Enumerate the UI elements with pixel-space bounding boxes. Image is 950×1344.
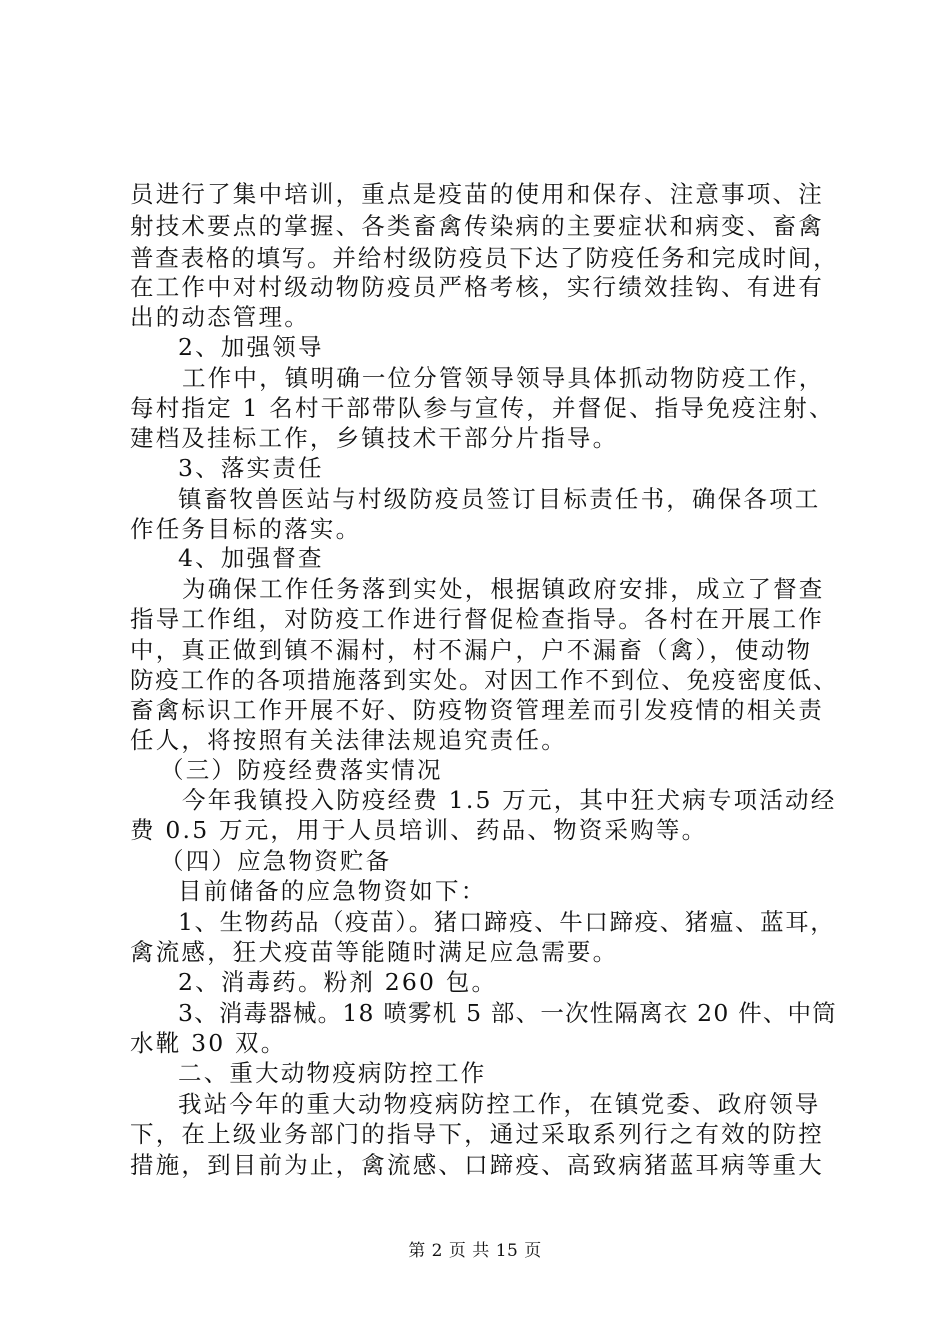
section-heading: 二、重大动物疫病防控工作 <box>178 1059 487 1087</box>
text-line: 作任务目标的落实。 <box>130 515 362 543</box>
text-line: 指导工作组，对防疫工作进行督促检查指导。各村在开展工作 <box>130 605 824 633</box>
page-number-footer: 第 2 页 共 15 页 <box>408 1241 542 1261</box>
text-line: 防疫工作的各项措施落到实处。对因工作不到位、免疫密度低、 <box>130 666 839 694</box>
text-line: 禽流感，狂犬疫苗等能随时满足应急需要。 <box>130 938 619 966</box>
section-heading: 2、加强领导 <box>178 333 324 361</box>
text-line: 措施，到目前为止，禽流感、口蹄疫、高致病猪蓝耳病等重大 <box>130 1151 824 1179</box>
text-line: 出的动态管理。 <box>130 303 310 331</box>
text-line: 我站今年的重大动物疫病防控工作，在镇党委、政府领导 <box>178 1090 821 1118</box>
text-line: 建档及挂标工作，乡镇技术干部分片指导。 <box>130 424 619 452</box>
section-heading: 3、落实责任 <box>178 454 324 482</box>
text-line: 在工作中对村级动物防疫员严格考核，实行绩效挂钩、有进有 <box>130 273 824 301</box>
text-line: 3、消毒器械。18 喷雾机 5 部、一次性隔离衣 20 件、中筒 <box>178 999 837 1027</box>
text-line: 中，真正做到镇不漏村，村不漏户，户不漏畜（禽），使动物 <box>130 636 813 664</box>
text-line: 目前储备的应急物资如下： <box>178 877 487 905</box>
section-heading: 4、加强督查 <box>178 544 324 572</box>
text-line: 费 0.5 万元，用于人员培训、药品、物资采购等。 <box>130 816 708 844</box>
text-line: 今年我镇投入防疫经费 1.5 万元，其中狂犬病专项活动经 <box>182 786 837 814</box>
section-heading: （三）防疫经费落实情况 <box>160 756 443 784</box>
text-line: 1、生物药品（疫苗）。猪口蹄疫、牛口蹄疫、猪瘟、蓝耳， <box>178 908 836 936</box>
text-line: 工作中，镇明确一位分管领导领导具体抓动物防疫工作， <box>182 364 825 392</box>
text-line: 2、消毒药。粉剂 260 包。 <box>178 968 498 996</box>
text-line: 普查表格的填写。并给村级防疫员下达了防疫任务和完成时间， <box>130 244 839 272</box>
text-line: 射技术要点的掌握、各类畜禽传染病的主要症状和病变、畜禽 <box>130 212 824 240</box>
section-heading: （四）应急物资贮备 <box>160 847 392 875</box>
text-line: 下，在上级业务部门的指导下，通过采取系列行之有效的防控 <box>130 1120 824 1148</box>
text-line: 任人，将按照有关法律法规追究责任。 <box>130 726 567 754</box>
text-line: 每村指定 1 名村干部带队参与宣传，并督促、指导免疫注射、 <box>130 394 835 422</box>
text-line: 员进行了集中培训，重点是疫苗的使用和保存、注意事项、注 <box>130 180 824 208</box>
text-line: 畜禽标识工作开展不好、防疫物资管理差而引发疫情的相关责 <box>130 696 824 724</box>
text-line: 水靴 30 双。 <box>130 1029 287 1057</box>
text-line: 为确保工作任务落到实处，根据镇政府安排，成立了督查 <box>182 575 825 603</box>
text-line: 镇畜牧兽医站与村级防疫员签订目标责任书，确保各项工 <box>178 485 821 513</box>
